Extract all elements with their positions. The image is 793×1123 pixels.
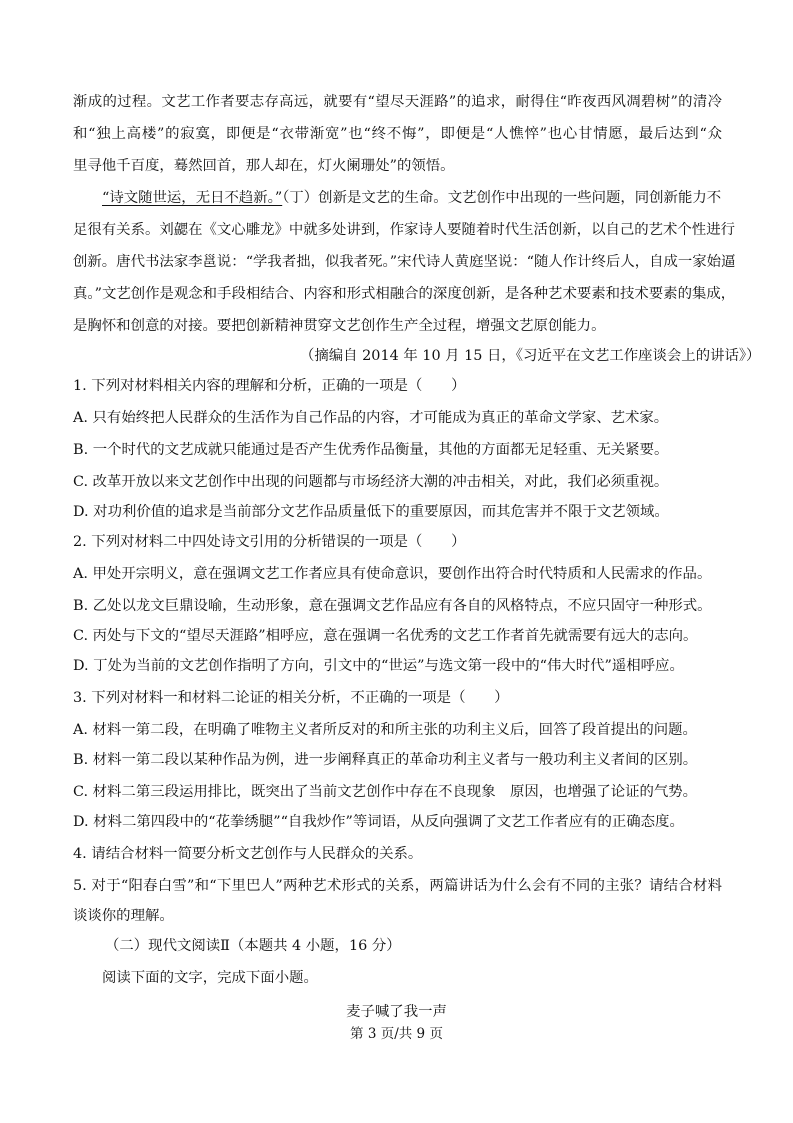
- paragraph-text: （丁）创新是文艺的生命。文艺创作中出现的一些问题，同创新能力不: [282, 190, 722, 206]
- paragraph-first-line: [102, 188, 722, 208]
- paragraph-line: 真。”文艺创作是观念和手段相结合、内容和形式相融合的深度创新，是各种艺术要素和技术要素的集成，: [73, 286, 736, 302]
- option-c: C. 丙处与下文的“望尽天涯路”相呼应，意在强调一名优秀的文艺工作者首先就需要有远大的志向。: [73, 628, 698, 644]
- article-title: 麦子喊了我一声: [346, 1004, 447, 1020]
- option-d: D. 材料二第四段中的“花拳绣腿”“自我炒作”等词语，从反向强调了文艺工作者应有的正确态度。: [73, 814, 684, 830]
- paragraph-line: 里寻他千百度，蓦然回首，那人却在，灯火阑珊处”的领悟。: [73, 158, 455, 174]
- option-b: B. 乙处以龙文巨鼎设喻，生动形象，意在强调文艺作品应有各自的风格特点，不应只固守一种形式。: [73, 598, 712, 614]
- question-stem: 4. 请结合材料一简要分析文艺创作与人民群众的关系。: [73, 846, 423, 862]
- paragraph-line: 渐成的过程。文艺工作者要志存高远，就要有“望尽天涯路”的追求，耐得住“昨夜西风凋碧树”的清冷: [73, 94, 722, 110]
- question-stem: 1. 下列对材料相关内容的理解和分析，正确的一项是（ ）: [73, 378, 466, 394]
- option-c: C. 材料二第三段运用排比，既突出了当前文艺创作中存在不良现象 原因，也增强了论证的气势。: [73, 784, 698, 800]
- paragraph-line: 足很有关系。刘勰在《文心雕龙》中就多处讲到，作家诗人要随着时代生活创新，以自己的艺术个性进行: [73, 222, 735, 238]
- option-a: A. 只有始终把人民群众的生活作为自己作品的内容，才可能成为真正的革命文学家、艺术家。: [73, 410, 669, 426]
- option-c: C. 改革开放以来文艺创作中出现的问题都与市场经济大潮的冲击相关，对此，我们必须重视。: [73, 474, 669, 490]
- question-stem: 3. 下列对材料一和材料二论证的相关分析，不正确的一项是（ ）: [73, 690, 509, 706]
- question-stem: 2. 下列对材料二中四处诗文引用的分析错误的一项是（ ）: [73, 534, 466, 550]
- paragraph-line: 和“独上高楼”的寂寞，即便是“衣带渐宽”也“终不悔”，即便是“人憔悴”也心甘情愿，最后达到“众: [73, 126, 722, 142]
- question-stem: 5. 对于“阳春白雪”和“下里巴人”两种艺术形式的关系，两篇讲话为什么会有不同的主张？请结合材料: [73, 878, 722, 894]
- section-instruction: 阅读下面的文字，完成下面小题。: [102, 970, 318, 986]
- section-title: （二）现代文阅读Ⅱ（本题共 4 小题，16 分）: [105, 938, 401, 954]
- paragraph-line: 创新。唐代书法家李邕说：“学我者拙，似我者死。”宋代诗人黄庭坚说：“随人作计终后人，自成一家始逼: [73, 254, 736, 270]
- quoted-poem: “诗文随世运，无日不趋新。”: [102, 190, 283, 206]
- option-d: D. 丁处为当前的文艺创作指明了方向，引文中的“世运”与选文第一段中的“伟大时代”遥相呼应。: [73, 658, 684, 674]
- paragraph-line: 是胸怀和创意的对接。要把创新精神贯穿文艺创作生产全过程，增强文艺原创能力。: [73, 318, 606, 334]
- option-b: B. 一个时代的文艺成就只能通过是否产生优秀作品衡量，其他的方面都无足轻重、无关紧要。: [73, 442, 669, 458]
- source-citation: （摘编自 2014 年 10 月 15 日，《习近平在文艺工作座谈会上的讲话》）: [300, 348, 761, 364]
- question-stem-continued: 谈谈你的理解。: [73, 908, 174, 924]
- page-number: 第 3 页/共 9 页: [350, 1026, 443, 1042]
- option-b: B. 材料一第二段以某种作品为例，进一步阐释真正的革命功利主义者与一般功利主义者间的区别。: [73, 752, 698, 768]
- option-d: D. 对功利价值的追求是当前部分文艺作品质量低下的重要原因，而其危害并不限于文艺领域。: [73, 504, 669, 520]
- option-a: A. 材料一第二段，在明确了唯物主义者所反对的和所主张的功利主义后，回答了段首提出的问题。: [73, 722, 697, 738]
- option-a: A. 甲处开宗明义，意在强调文艺工作者应具有使命意识，要创作出符合时代特质和人民需求的作品。: [73, 566, 712, 582]
